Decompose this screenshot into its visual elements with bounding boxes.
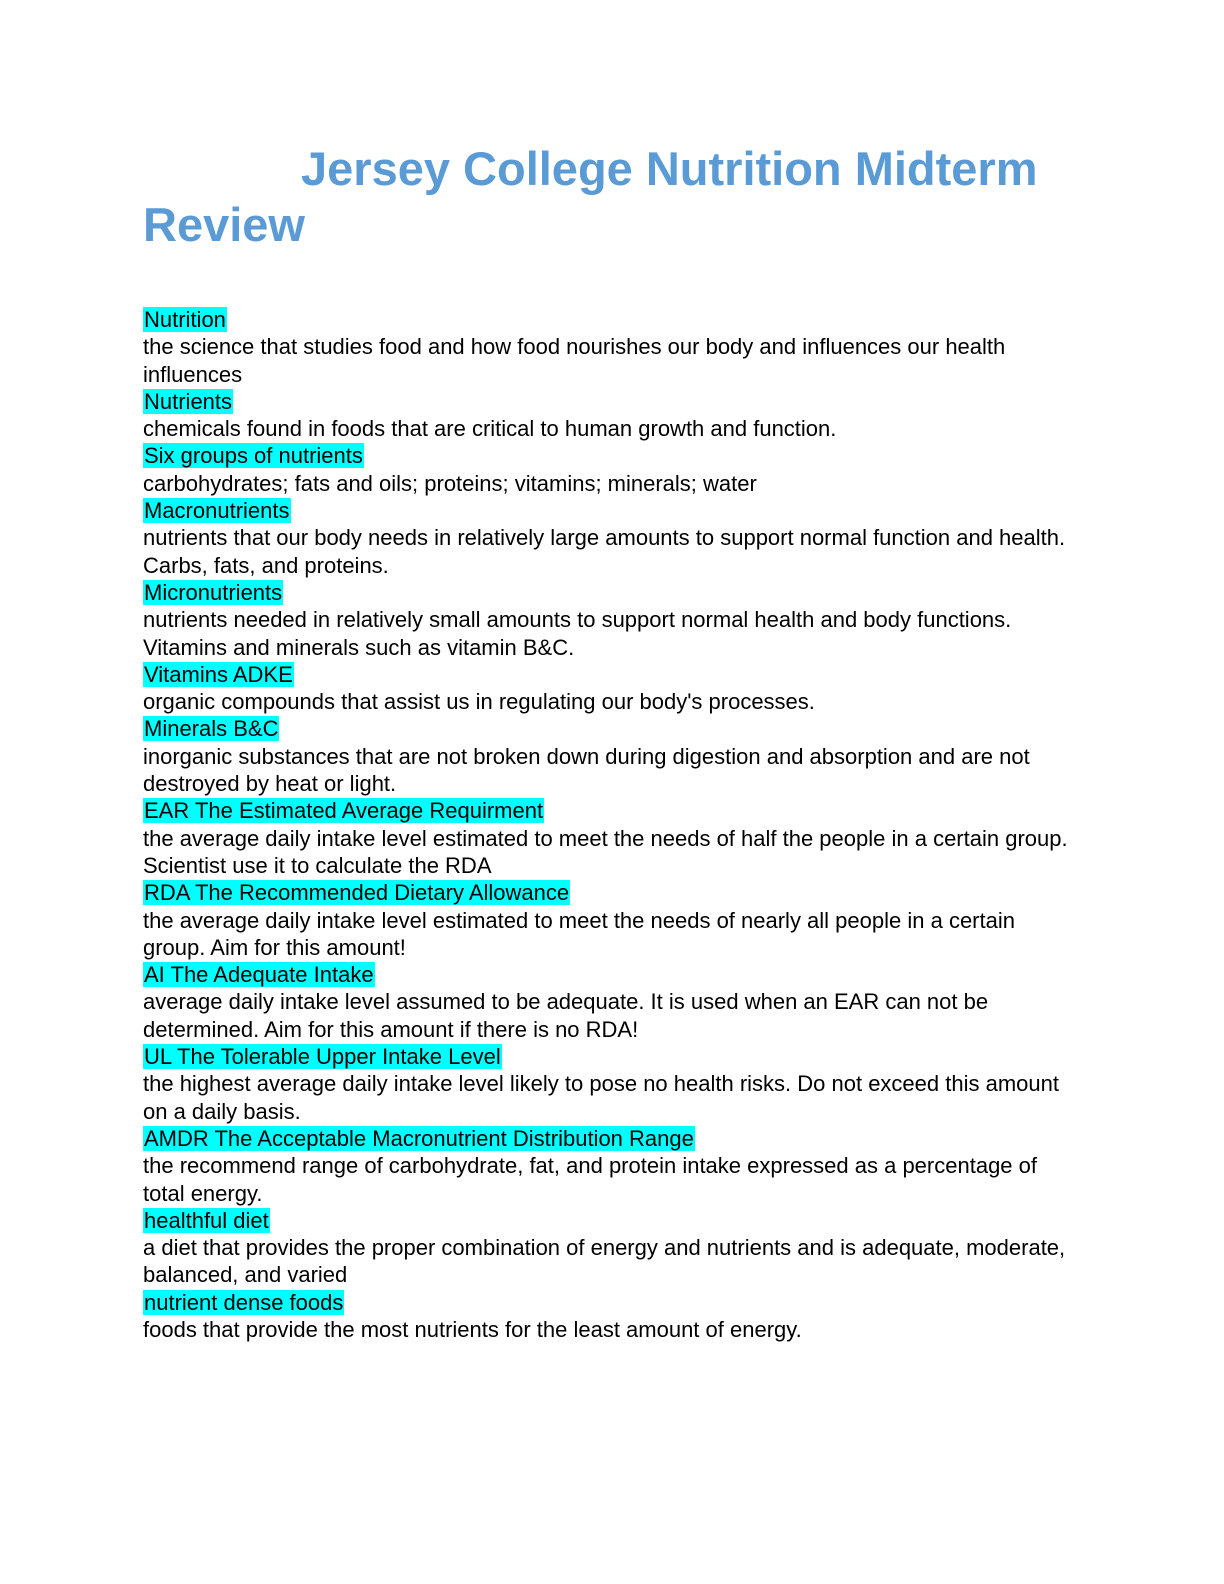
glossary-term: Nutrients <box>144 388 233 414</box>
glossary-term: nutrient dense foods <box>144 1289 344 1315</box>
glossary-term: healthful diet <box>144 1207 269 1233</box>
glossary-definition: a diet that provides the proper combination of energy and nutrients and is adequate, moderate, balanced, and varied <box>143 1235 1066 1288</box>
glossary-definition: nutrients that our body needs in relatively large amounts to support normal function and health. Carbs, fats, and proteins. <box>143 525 1066 578</box>
glossary-definition: the recommend range of carbohydrate, fat, and protein intake expressed as a percentage of total energy. <box>143 1153 1037 1206</box>
glossary-entry <box>143 961 1083 1043</box>
glossary-term: AI The Adequate Intake <box>144 962 374 988</box>
glossary-entry <box>143 1289 1083 1344</box>
glossary-entry <box>143 661 1083 716</box>
glossary-definition: average daily intake level assumed to be adequate. It is used when an EAR can not be determined. Aim for this amount if there is no RDA! <box>143 989 989 1042</box>
glossary-term: Minerals B&C <box>144 716 279 742</box>
glossary-list <box>143 306 1083 1343</box>
glossary-definition: chemicals found in foods that are critical to human growth and function. <box>143 416 837 442</box>
glossary-term: Macronutrients <box>144 498 290 524</box>
glossary-entry <box>143 442 1083 497</box>
glossary-definition: the average daily intake level estimated to meet the needs of half the people in a certain group. Scientist use it to calculate the RDA <box>143 825 1068 878</box>
glossary-term: RDA The Recommended Dietary Allowance <box>144 880 570 906</box>
glossary-entry <box>143 1125 1083 1207</box>
glossary-entry <box>143 797 1083 879</box>
glossary-definition: carbohydrates; fats and oils; proteins; vitamins; minerals; water <box>143 470 757 496</box>
glossary-term: Six groups of nutrients <box>144 443 363 469</box>
glossary-term: Micronutrients <box>144 579 283 605</box>
glossary-term: Nutrition <box>144 307 226 332</box>
glossary-entry <box>143 1207 1083 1289</box>
glossary-entry <box>143 579 1083 661</box>
glossary-entry <box>143 388 1083 443</box>
glossary-definition: nutrients needed in relatively small amounts to support normal health and body functions. Vitamins and minerals such as vitamin B&C. <box>143 607 1012 660</box>
glossary-term: AMDR The Acceptable Macronutrient Distribution Range <box>144 1125 694 1151</box>
glossary-definition: organic compounds that assist us in regulating our body's processes. <box>143 689 815 715</box>
document-title: Jersey College Nutrition Midterm Review <box>143 142 1038 251</box>
glossary-entry <box>143 306 1083 388</box>
glossary-definition: the highest average daily intake level likely to pose no health risks. Do not exceed this amount on a daily basis. <box>143 1071 1059 1124</box>
glossary-term: UL The Tolerable Upper Intake Level <box>144 1044 501 1070</box>
glossary-definition: inorganic substances that are not broken down during digestion and absorption and are not destroyed by heat or light. <box>143 743 1030 797</box>
glossary-entry <box>143 715 1083 797</box>
glossary-definition: the average daily intake level estimated to meet the needs of nearly all people in a certain group. Aim for this amount! <box>143 907 1015 960</box>
glossary-term: Vitamins ADKE <box>144 661 293 687</box>
glossary-entry <box>143 879 1083 961</box>
glossary-definition: foods that provide the most nutrients for the least amount of energy. <box>143 1316 802 1342</box>
glossary-entry <box>143 497 1083 579</box>
glossary-term: EAR The Estimated Average Requirment <box>144 798 544 824</box>
glossary-entry <box>143 1043 1083 1125</box>
glossary-definition: the science that studies food and how food nourishes our body and influences our health influences <box>143 334 1006 387</box>
